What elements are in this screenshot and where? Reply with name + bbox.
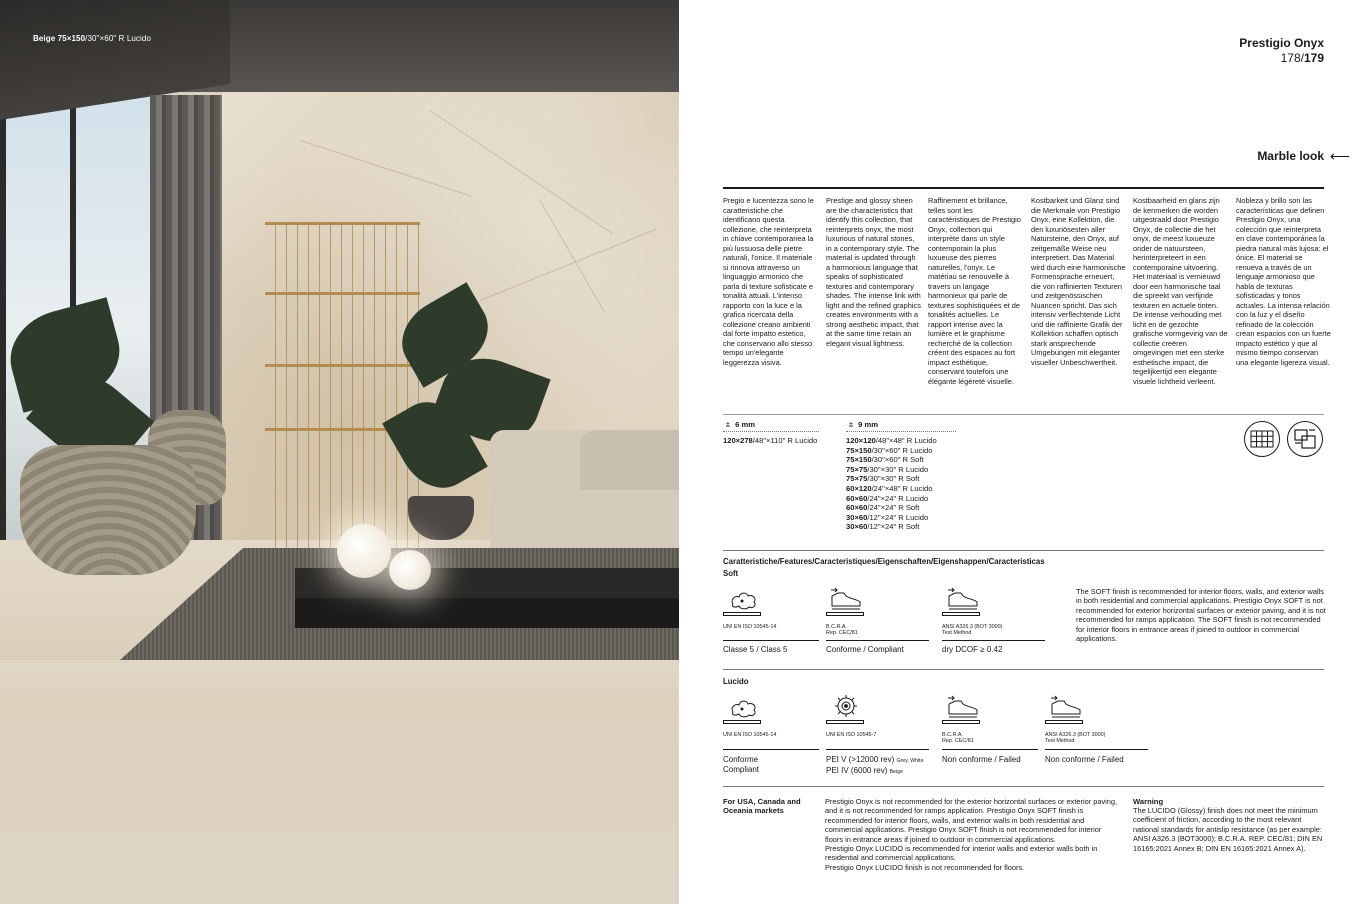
description-en: Prestige and glossy sheen are the characteristics that identify this collection, that reinterprets onyx, the most luxurious of natural stones, in a contemporary style. The material is updated through a harmonious language that speaks of sophisticated textures and contemporary shades. The intense link with light and the refined graphics creates environments with a strong aesthetic impact, that at the same time retain an elegant visual lightness. — [826, 196, 921, 348]
format-item: 60×60/24"×24" R Soft — [846, 503, 920, 513]
rating-bar — [1045, 720, 1083, 724]
shoe-bcra-icon — [828, 586, 864, 612]
divider — [723, 414, 1324, 415]
lucido-pei-value: PEI V (>12000 rev) Grey, White PEI IV (6000 rev) Beige — [826, 755, 924, 775]
norm-label: B.C.R.A. Rep. CEC/81 — [942, 732, 974, 744]
format-item: 30×60/12"×24" R Lucido — [846, 512, 929, 522]
norm-label: UNI EN ISO 10545-7 — [826, 732, 877, 738]
lucido-heading: Lucido — [723, 677, 749, 686]
underline — [723, 640, 819, 641]
photo-coffee-table-side — [295, 598, 679, 628]
rating-bar — [942, 720, 980, 724]
photo-caption: Beige 75×150/30"×60" R Lucido — [33, 34, 152, 43]
underline — [942, 749, 1038, 750]
description-nl: Kostbaarheid en glans zijn de kenmerken die worden uitgestraald door Prestigio Onyx, de collectie die het onyx, de meest luxueuze onder de natuursteen, herinterpreteert in een contemporaine uitvoering. Het materiaal is vernieuwd door een harmonische taal die spreekt van verfijnde texturen en actuele tinten. De intense verhouding met licht en de gezochte grafische vormgeving van de collectie creëren omgevingen met een sterke esthetische impact, die tegelijkertijd een elegante visuele lichtheid verleent. — [1133, 196, 1228, 386]
shoe-bcra-icon — [945, 694, 981, 720]
dotted-divider — [723, 431, 819, 432]
warning-heading: Warning — [1133, 797, 1164, 806]
norm-label: UNI EN ISO 10545-14 — [723, 732, 777, 738]
photo-shelf-board — [265, 222, 420, 225]
norm-label: UNI EN ISO 10545-14 — [723, 624, 777, 630]
format-item: 120×120/48"×48" R Lucido — [846, 436, 937, 445]
features-title: Caratteristiche/Features/Caracteristiques/Eigenschaften/Eigenshappen/Caracteristicas — [723, 557, 1045, 566]
photo-armchair — [20, 445, 196, 575]
markets-heading: For USA, Canada and Oceania markets — [723, 797, 801, 816]
soft-note: The SOFT finish is recommended for interior floors, walls, and exterior walls in both residential and commercial applications. Prestigio Onyx SOFT is not recommended for exterior horizontal surfaces or exterior paving, and it is not recommended for ramps application. The SOFT finish is not recommended for interior floors in entrance areas if joined to outdoor in commercial applications. — [1076, 587, 1326, 644]
photo-sofa-back — [580, 430, 679, 490]
format-list-6mm — [723, 436, 817, 446]
divider — [723, 786, 1324, 787]
lucido-bcra-value: Non conforme / Failed — [942, 755, 1021, 764]
divider — [723, 550, 1324, 551]
modular-pattern-icon — [1287, 421, 1323, 457]
format-item: 75×150/30"×60" R Soft — [846, 455, 924, 465]
format-item: 75×75/30"×30" R Soft — [846, 474, 920, 484]
arrow-left-icon: ⟵ — [1330, 148, 1351, 164]
thickness-9mm: ⩲ 9 mm — [846, 420, 878, 430]
underline — [826, 640, 929, 641]
soft-heading: Soft — [723, 569, 739, 578]
photo-shelf — [265, 222, 420, 562]
thickness-6mm: ⩲ 6 mm — [723, 420, 755, 430]
photo-shelf-board — [265, 364, 420, 367]
collection-title: Prestigio Onyx — [1239, 36, 1324, 50]
section-title: Marble look — [1257, 149, 1324, 163]
soft-bcra-value: Conforme / Compliant — [826, 645, 904, 654]
rating-bar — [826, 612, 864, 616]
description-it: Pregio e lucentezza sono le caratteristiche che identificano questa collezione, che reinterpreta in chiave contemporanea la più lussuosa delle pietre naturali, l'onice. Il materiale si rinnova attraverso un linguaggio armonico che parla di texture sofisticate e tonalità attuali. L'intenso rapporto con la luce e la grafica ricercata della collezione creano ambienti dal forte impatto estetico, che conservano allo stesso tempo un'elegante leggerezza visiva. — [723, 196, 814, 367]
warning-text: The LUCIDO (Glossy) finish does not meet the minimum coefficient of friction, according to the most relevant national standards for antislip resistance (as per example: ANSI A326.3 (BOT3000); B.C.R.A. REP. CEC/81; DIN EN 16165:2021 Annex B; DIN EN 16165:2021 Annex A). — [1133, 806, 1323, 853]
format-item: 75×150/30"×60" R Lucido — [846, 445, 933, 455]
photo-floor-reflection — [0, 660, 679, 904]
format-item: 30×60/12"×24" R Soft — [846, 522, 920, 532]
stain-icon — [727, 696, 763, 722]
markets-text: Prestigio Onyx is not recommended for the exterior horizontal surfaces or exterior paving, and it is not recommended for ramps application. Prestigio Onyx SOFT finish is recommended for interior floors, walls, and exterior walls in both residential and commercial applications. Prestigio Onyx SOFT finish is not recommended for interior floors in entrance areas if joined to outdoor in commercial applications. Prestigio Onyx LUCIDO is recommended for interior walls and exterior walls both in residential and commercial applications. Prestigio Onyx LUCIDO finish is not recommended for floors. — [825, 797, 1118, 872]
rating-bar — [723, 720, 761, 724]
soft-ansi-value: dry DCOF ≥ 0.42 — [942, 645, 1003, 654]
abrasion-gear-icon — [828, 694, 864, 720]
format-item: 75×75/30"×30" R Lucido — [846, 464, 929, 474]
photo-mullion — [0, 70, 6, 540]
rating-bar — [723, 612, 761, 616]
thickness-icon: ⩲ — [848, 420, 854, 429]
divider — [723, 669, 1324, 670]
stain-icon — [727, 588, 763, 614]
thickness-icon: ⩲ — [725, 420, 731, 429]
format-list-9mm — [846, 436, 937, 532]
photo-lamp — [337, 524, 391, 578]
rectified-grid-icon — [1244, 421, 1280, 457]
format-item: 60×60/24"×24" R Lucido — [846, 493, 929, 503]
description-es: Nobleza y brillo son las características que definen Prestigio Onyx, una colección que reinterpreta en clave contemporánea la piedra natural más lujosa: el ónice. El material se renueva a través de un lenguaje armonioso que habla de texturas sofisticadas y tonos actuales. La intensa relación con la luz y el diseño refinado de la colección crean espacios con un fuerte impacto estético y que al mismo tiempo conservan una elegante ligereza visual. — [1236, 196, 1331, 367]
description-de: Kostbarkeit und Glanz sind die Merkmale von Prestigio Onyx, eine Kollektion, die den luxuriösesten aller Natursteine, den Onyx, auf zeitgemäße Weise neu interpretiert. Das Material wird durch eine harmonische Formensprache erneuert, die von raffinierten Texturen und zeitgenössischen Nuancen spricht. Das sich intensiv verflechtende Licht und die raffinierte Grafik der Kollektion schaffen optisch stark ansprechende Umgebungen mit eleganter visueller Unbeschwertheit. — [1031, 196, 1126, 367]
shoe-ansi-icon — [1048, 694, 1084, 720]
underline — [723, 749, 819, 750]
soft-stain-value: Classe 5 / Class 5 — [723, 645, 788, 654]
norm-label: ANSI A326.3 (BOT 3000) Test Method — [1045, 732, 1106, 744]
section-divider — [723, 187, 1324, 189]
description-fr: Raffinement et brillance, telles sont les caractéristiques de Prestigio Onyx, collection qui interprète dans un style contemporain la plus luxueuse des pierres naturelles, l'onyx. Le matériau se renouvelle à travers un langage harmonieux qui parle de textures sophistiquées et de tonalités actuelles. Le rapport intense avec la lumière et le graphisme recherché de la collection créent des espaces au fort impact esthétique, conservant toutefois une élégante légèreté visuelle. — [928, 196, 1021, 386]
photo-lamp — [389, 550, 431, 590]
page-number: 178/179 — [1280, 51, 1324, 65]
rating-bar — [826, 720, 864, 724]
underline — [826, 749, 929, 750]
norm-label: B.C.R.A. Rep. CEC/81 — [826, 624, 858, 636]
format-item: 120×278/48"×110" R Lucido — [723, 436, 818, 445]
rating-bar — [942, 612, 980, 616]
underline — [942, 640, 1045, 641]
shoe-ansi-icon — [945, 586, 981, 612]
lucido-ansi-value: Non conforme / Failed — [1045, 755, 1124, 764]
photo-shelf-board — [265, 292, 420, 295]
norm-label: ANSI A326.3 (BOT 3000) Test Method — [942, 624, 1003, 636]
lucido-stain-value: Conforme Compliant — [723, 755, 760, 774]
format-item: 60×120/24"×48" R Lucido — [846, 483, 933, 493]
underline — [1045, 749, 1148, 750]
dotted-divider — [846, 431, 956, 432]
